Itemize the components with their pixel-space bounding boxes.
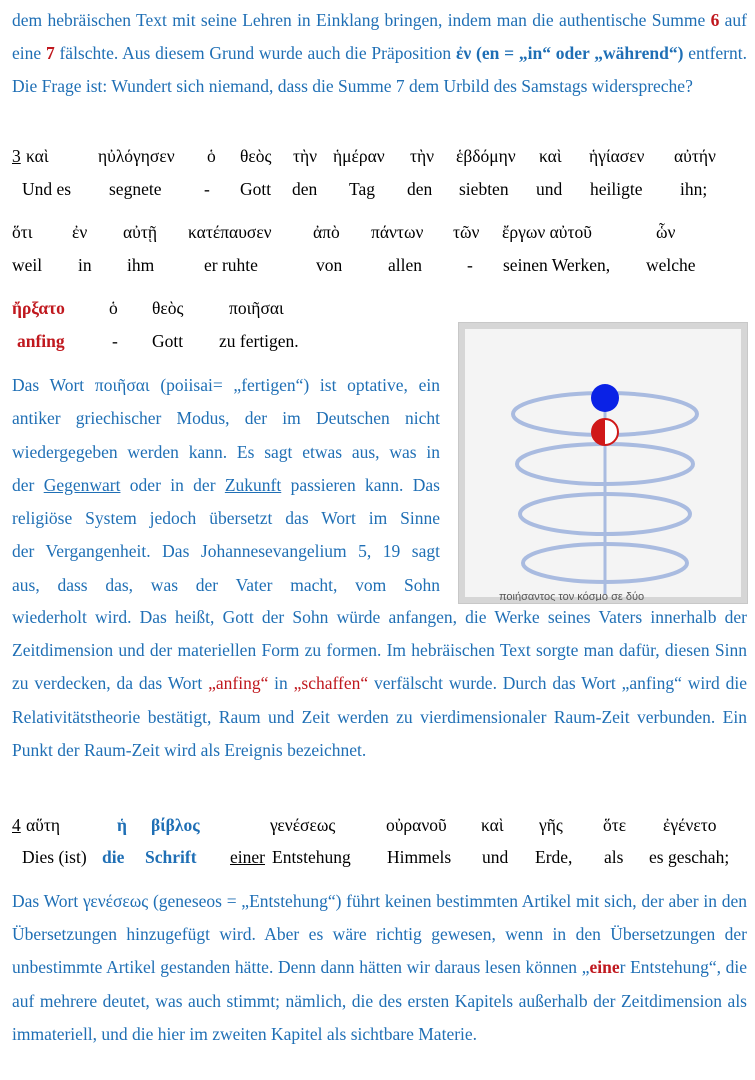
german-word: und: [536, 179, 563, 199]
greek-word: ἡγίασεν: [589, 146, 645, 166]
greek-word: καὶ: [481, 815, 504, 835]
greek-word: καὶ: [26, 146, 49, 166]
greek-word: αὐτῇ: [123, 222, 158, 242]
german-word: den: [292, 179, 318, 199]
german-word: -: [112, 331, 118, 351]
german-word: siebten: [459, 179, 509, 199]
german-word: Dies (ist): [22, 847, 87, 867]
greek-word: ἐγένετο: [663, 815, 717, 835]
greek-word: ὅτε: [603, 815, 627, 835]
german-word: -: [204, 179, 210, 199]
german-word: es geschah;: [649, 847, 730, 867]
greek-word: ἑβδόμην: [456, 146, 516, 166]
greek-word: ὧν: [656, 222, 676, 242]
greek-word: καὶ: [539, 146, 562, 166]
german-schrift: Schrift: [145, 847, 197, 867]
german-word: ihm: [127, 255, 155, 275]
word-schaffen: „schaffen“: [293, 673, 369, 694]
greek-word: ἐν: [72, 222, 88, 242]
german-word: zu fertigen.: [219, 331, 299, 351]
greek-geneseos: γενέσεως: [82, 891, 149, 911]
greek-word: ποιῆσαι: [229, 298, 284, 318]
german-einer: einer: [230, 847, 265, 867]
german-word: Entstehung: [272, 847, 351, 867]
greek-word: αὐτήν: [674, 146, 716, 166]
german-word: Gott: [152, 331, 184, 351]
german-word-anfing: anfing: [17, 331, 65, 351]
greek-poiisai: ποιῆσαι: [94, 375, 150, 395]
german-word: Und es: [22, 179, 72, 199]
paragraph-geneseos: Das Wort γενέσεως (geneseos = „Entstehung“) führt keinen bestimmten Artikel mit sich, der aber in den Übersetzungen hinzugefügt wird. Aber es wäre richtig gewesen, wenn in den Übersetzungen der unbestimmte Artikel gestanden hätte. Denn dann hätten wir daraus lesen können „einer Entstehung“, die auf mehrere deutet, was auch stimmt; nämlich, die des ersten Kapitels außerhalb der Zeitdimension als immateriell, und die hier im zweiten Kapitel als sichtbare Materie.: [12, 891, 748, 1044]
number-six: 6: [710, 10, 720, 30]
german-word: Himmels: [387, 847, 452, 867]
german-word: segnete: [109, 179, 162, 199]
german-word: er ruhte: [204, 255, 258, 275]
greek-word: οὐρανοῦ: [386, 815, 447, 835]
greek-word: ὁ: [207, 146, 216, 166]
paragraph-intro: dem hebräischen Text mit seine Lehren in Einklang bringen, indem man die authentische Summe 6 auf eine 7 fälschte. Aus diesem Grund wurde auch die Präposition ἐν (en = „in“ oder „während“) entfernt. Die Frage ist: Wundert sich niemand, dass die Summe 7 dem Urbild des Samstags widerspreche?: [12, 10, 747, 97]
number-seven: 7: [45, 43, 55, 64]
german-word: welche: [646, 255, 696, 275]
greek-word: αὕτη: [26, 815, 61, 835]
greek-word: ὁ: [109, 298, 118, 318]
german-word: weil: [12, 255, 43, 275]
german-word: heiligte: [590, 179, 643, 199]
greek-word: γῆς: [539, 815, 563, 835]
blue-ball: [591, 384, 619, 412]
greek-word: θεὸς: [152, 298, 184, 318]
german-word: Gott: [240, 179, 272, 199]
verse-number: 3: [12, 146, 21, 166]
german-word: Erde,: [535, 847, 573, 867]
preposition-en: ἐν (en = „in“ oder „während“): [455, 43, 684, 64]
word-anfing: „anfing“: [208, 673, 269, 694]
greek-word: κατέπαυσεν: [188, 222, 272, 242]
verse-number: 4: [12, 815, 21, 835]
greek-word: ἔργων αὐτοῦ: [502, 222, 592, 242]
greek-word: θεὸς: [240, 146, 272, 166]
figure-caption: ποιήσαντος τον κόσμο σε δύο: [499, 591, 645, 601]
link-zukunft: Zukunft: [224, 475, 282, 495]
link-gegenwart: Gegenwart: [43, 475, 121, 495]
greek-word: τὴν: [410, 146, 435, 166]
german-word: allen: [388, 255, 423, 275]
german-word: den: [407, 179, 433, 199]
word-eine: eine: [589, 957, 620, 978]
german-word: in: [78, 255, 92, 275]
greek-word: ηὐλόγησεν: [98, 146, 175, 166]
german-word: seinen Werken,: [503, 255, 611, 275]
greek-word: ἡμέραν: [333, 146, 385, 166]
greek-word-erxato: ἤρξατο: [12, 298, 65, 318]
german-word: ihn;: [680, 179, 708, 199]
spiral-illustration: [465, 329, 743, 599]
german-article: die: [102, 847, 125, 867]
german-word: und: [482, 847, 509, 867]
greek-biblos: βίβλος: [151, 815, 200, 835]
greek-word: τῶν: [453, 222, 480, 242]
greek-word: ὅτι: [12, 222, 33, 242]
greek-word: ἀπὸ: [313, 222, 340, 242]
german-word: -: [467, 255, 473, 275]
german-word: Tag: [349, 179, 375, 199]
german-word: von: [316, 255, 343, 275]
greek-word: γενέσεως: [270, 815, 336, 835]
greek-word: τὴν: [293, 146, 318, 166]
spiral-figure: [458, 322, 748, 604]
greek-article: ἡ: [117, 815, 127, 835]
greek-word: πάντων: [371, 222, 424, 242]
half-red-ball: [592, 419, 618, 445]
german-word: als: [604, 847, 624, 867]
